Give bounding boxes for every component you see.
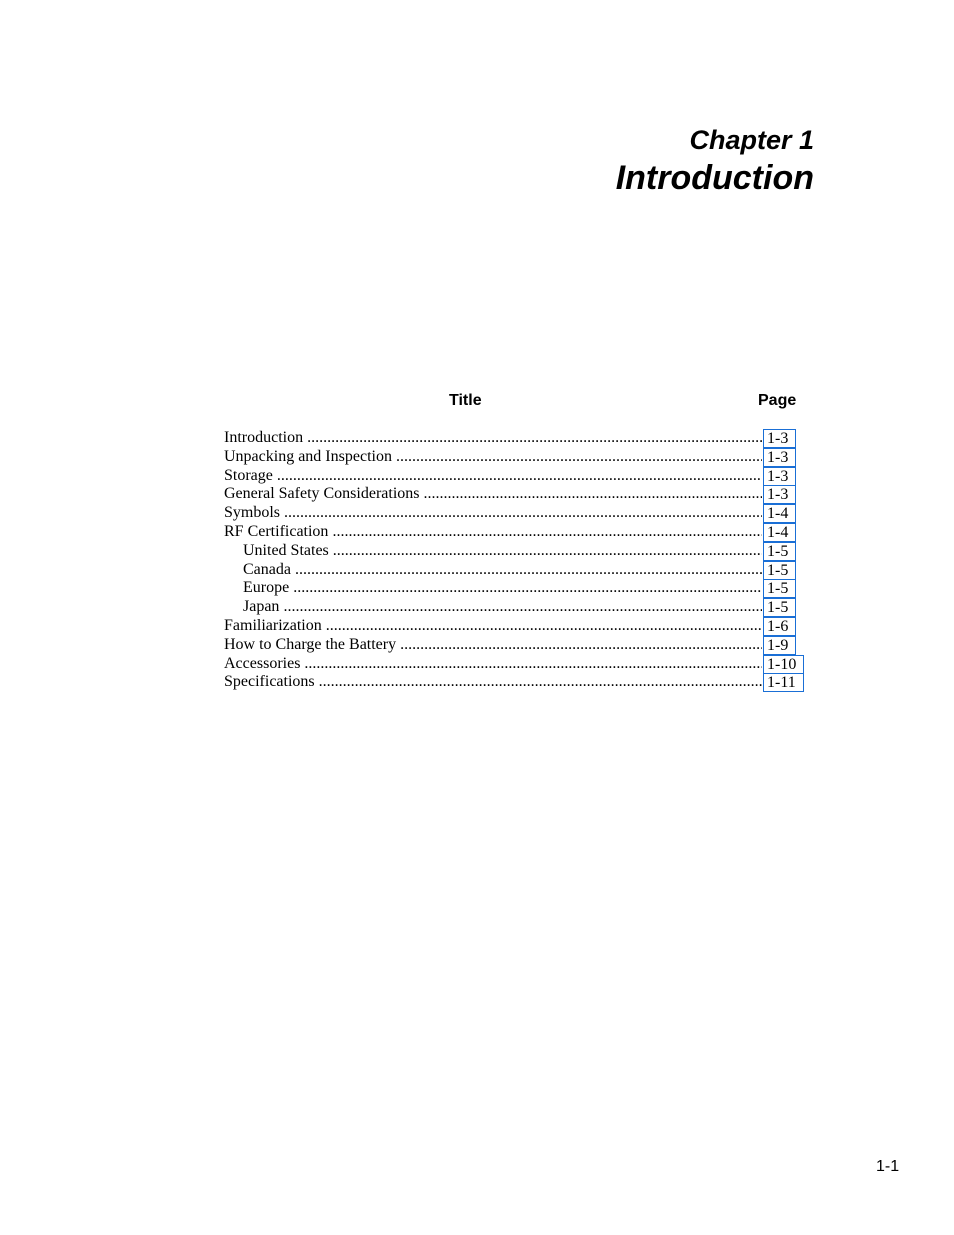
toc-entry-title: General Safety Considerations ..... [224, 485, 762, 504]
toc-entry [224, 448, 808, 467]
toc-page-link[interactable]: 1-3 [763, 448, 796, 467]
toc-subentry [224, 598, 808, 617]
toc-page-link[interactable]: 1-10 [763, 655, 804, 674]
toc-page-link[interactable]: 1-6 [763, 617, 796, 636]
toc-entry-title: RF Certification ..... [224, 523, 762, 542]
toc-entry-title: Unpacking and Inspection ..... [224, 448, 762, 467]
toc-entry [224, 655, 808, 674]
chapter-heading [616, 122, 814, 198]
table-of-contents [224, 429, 808, 692]
toc-entry [224, 523, 808, 542]
toc-entry [224, 673, 808, 692]
toc-entry [224, 429, 808, 448]
toc-subentry [224, 561, 808, 580]
toc-entry-title: Introduction ..... [224, 429, 762, 448]
toc-entry-title: Japan ..... [243, 598, 762, 617]
toc-page-link[interactable]: 1-11 [763, 673, 804, 692]
toc-column-page: Page [758, 392, 797, 409]
toc-page-link[interactable]: 1-5 [763, 579, 796, 598]
toc-page-link[interactable]: 1-4 [763, 523, 796, 542]
toc-entry-title: Canada ..... [243, 561, 762, 580]
toc-entry [224, 504, 808, 523]
toc-entry-title: Symbols ..... [224, 504, 762, 523]
toc-entry-title: Specifications ..... [224, 673, 762, 692]
toc-page-link[interactable]: 1-3 [763, 467, 796, 486]
chapter-label: Chapter 1 [689, 125, 814, 155]
toc-entry [224, 467, 808, 486]
toc-subentry [224, 542, 808, 561]
toc-page-link[interactable]: 1-3 [763, 429, 796, 448]
toc-entry-title: How to Charge the Battery ..... [224, 636, 762, 655]
toc-entry [224, 485, 808, 504]
toc-page-link[interactable]: 1-3 [763, 485, 796, 504]
toc-entry-title: Familiarization ..... [224, 617, 762, 636]
toc-page-link[interactable]: 1-4 [763, 504, 796, 523]
toc-entry [224, 617, 808, 636]
page-number: 1-1 [876, 1158, 900, 1175]
toc-entry-title: Storage ..... [224, 467, 762, 486]
toc-page-link[interactable]: 1-5 [763, 542, 796, 561]
toc-subentry [224, 579, 808, 598]
toc-column-title: Title [449, 392, 482, 409]
toc-page-link[interactable]: 1-5 [763, 561, 796, 580]
toc-entry-title: Accessories ..... [224, 655, 762, 674]
toc-header [0, 392, 954, 414]
chapter-title: Introduction [615, 159, 814, 197]
toc-entry [224, 636, 808, 655]
toc-page-link[interactable]: 1-5 [763, 598, 796, 617]
toc-entry-title: United States ..... [243, 542, 762, 561]
toc-entry-title: Europe ..... [243, 579, 762, 598]
toc-page-link[interactable]: 1-9 [763, 636, 796, 655]
